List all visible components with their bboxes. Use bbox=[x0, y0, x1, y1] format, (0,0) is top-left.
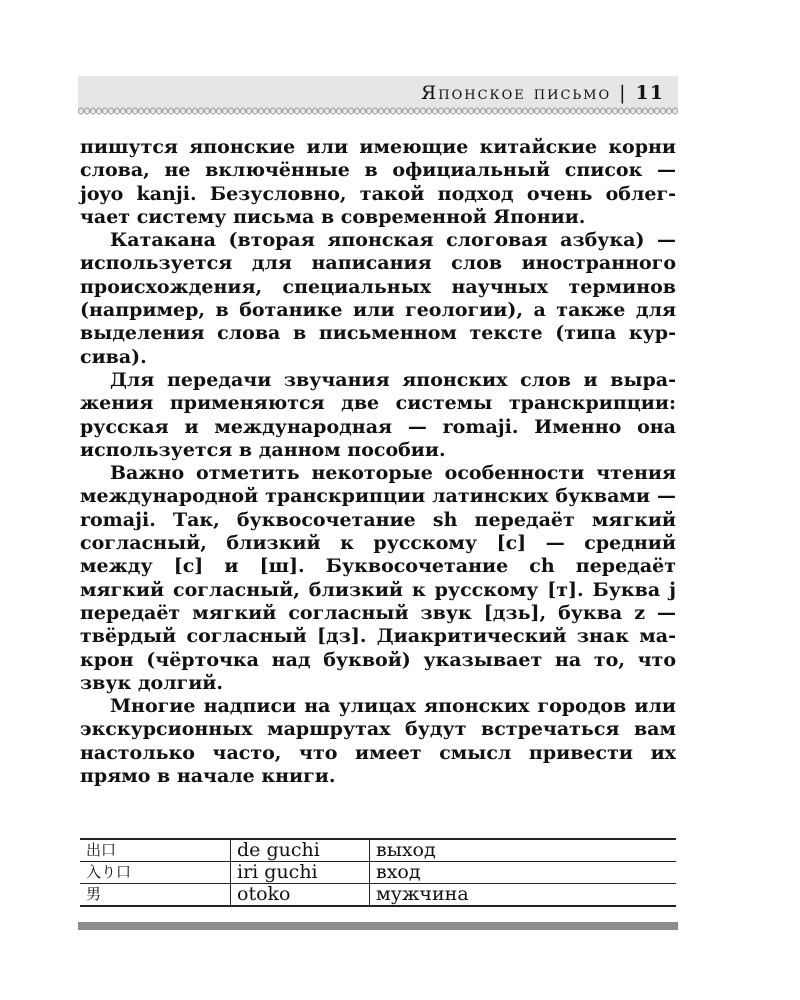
bold-j: j bbox=[669, 578, 676, 601]
table-row bbox=[80, 884, 676, 907]
paragraph-4-part-1: Важно отметить некоторые особенности чтения международной транскрипции латинских буквами — romaji. Так, буквосочетание bbox=[80, 462, 676, 531]
chapter-title: Японское письмо bbox=[420, 82, 612, 104]
paragraph-4-part-5: — твёрдый согласный [дз]. Диакритический знак макрон (чёрточка над буквой) указывает на то, что звук долгий. bbox=[80, 601, 677, 694]
paragraph-3: Для передачи звучания японских слов и выражения применяются две системы транскрипции: русская и международная — romaji. Именно она используется в данном пособии. bbox=[80, 368, 676, 461]
paragraph-4 bbox=[80, 462, 676, 695]
footer-bar bbox=[78, 922, 678, 930]
running-header-text bbox=[421, 82, 664, 104]
header-separator: | bbox=[619, 82, 628, 104]
paragraph-5: Многие надписи на улицах японских городов или экскурсионных маршрутах будут встречаться вам настолько часто, что имеет смысл привести их прямо в начале книги. bbox=[80, 695, 676, 788]
header-wave-ornament bbox=[78, 104, 678, 118]
paragraph-4-part-4: передаёт мягкий согласный звук [дзь], буква bbox=[80, 601, 635, 624]
paragraph-2: Катакана (вторая японская слоговая азбука) — используется для написания слов иностранного происхождения, специальных научных терминов (например, в ботанике или геологии), а также для выделения слова в письменном тексте (типа курсива). bbox=[80, 229, 676, 368]
table-cell-russian: мужчина bbox=[370, 884, 677, 907]
bold-ch: ch bbox=[529, 555, 555, 578]
table-row bbox=[80, 862, 676, 884]
page-number: 11 bbox=[635, 82, 664, 104]
table-cell-kana: 入り口 bbox=[80, 862, 231, 884]
body-text bbox=[80, 136, 676, 788]
paragraph-4-part-3: передаёт мягкий согласный, близкий к русскому [т]. Буква bbox=[80, 555, 676, 601]
bold-sh: sh bbox=[432, 508, 458, 531]
table-cell-kana: 男 bbox=[80, 884, 231, 907]
table-row bbox=[80, 839, 676, 862]
paragraph-1: пишутся японские или имеющие китайские корни слова, не включённые в официальный список — joyo kanji. Безусловно, такой подход очень облегчает систему письма в современной Японии. bbox=[80, 136, 676, 228]
paragraph-4-part-2: передаёт мягкий согласный, близкий к русскому [с] — средний между [с] и [ш]. Буквосочетание bbox=[80, 508, 676, 578]
signs-table bbox=[80, 838, 676, 907]
table-cell-romaji: otoko bbox=[231, 884, 370, 907]
table-cell-kana: 出口 bbox=[80, 839, 231, 862]
table-cell-romaji: iri guchi bbox=[231, 862, 370, 884]
table-cell-romaji: de guchi bbox=[231, 839, 370, 862]
table-cell-russian: выход bbox=[370, 839, 677, 862]
table-cell-russian: вход bbox=[370, 862, 677, 884]
bold-z: z bbox=[634, 601, 645, 624]
